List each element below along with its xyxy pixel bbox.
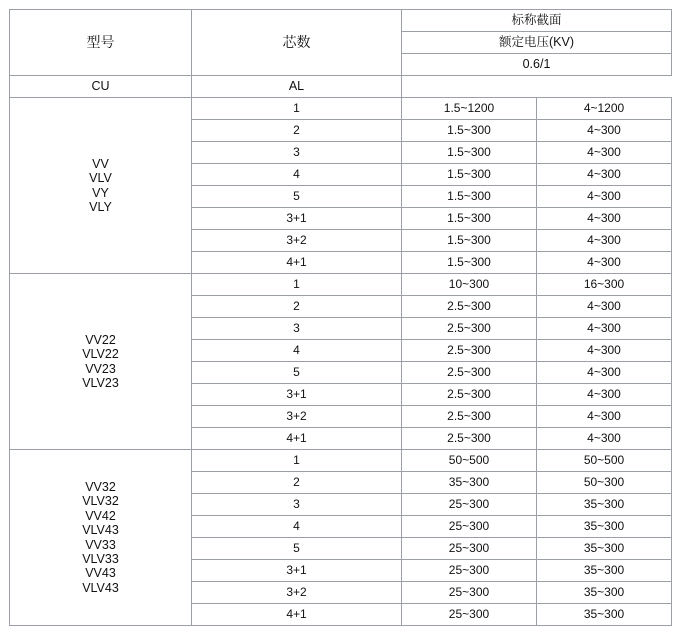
cell-cores: 5	[192, 362, 402, 384]
cell-cu: 1.5~300	[402, 164, 537, 186]
cell-cu: 1.5~300	[402, 120, 537, 142]
cell-cores: 4	[192, 164, 402, 186]
cell-cores: 3+1	[192, 384, 402, 406]
cell-cores: 3+2	[192, 230, 402, 252]
cell-cu: 1.5~300	[402, 208, 537, 230]
cell-al: 35~300	[537, 538, 672, 560]
model-name: VV23	[85, 361, 116, 376]
model-name: VLV43	[82, 580, 119, 595]
cell-cu: 2.5~300	[402, 384, 537, 406]
cell-cores: 3	[192, 318, 402, 340]
model-name: VV42	[85, 508, 116, 523]
table-row	[10, 450, 672, 472]
cell-al: 4~300	[537, 142, 672, 164]
cell-cores: 3+1	[192, 208, 402, 230]
cell-cu: 1.5~300	[402, 230, 537, 252]
cell-cu: 1.5~300	[402, 186, 537, 208]
cell-cu: 50~500	[402, 450, 537, 472]
header-cores: 芯数	[192, 10, 402, 76]
header-voltage-value: 0.6/1	[402, 54, 672, 76]
model-name: VLV33	[82, 551, 119, 566]
cell-cu: 1.5~300	[402, 142, 537, 164]
model-name: VV22	[85, 332, 116, 347]
cable-specification-page	[0, 9, 681, 621]
cell-al: 4~300	[537, 318, 672, 340]
cell-al: 4~300	[537, 164, 672, 186]
cell-cores: 4+1	[192, 604, 402, 626]
cell-cu: 25~300	[402, 494, 537, 516]
cell-al: 50~500	[537, 450, 672, 472]
header-section-title: 标称截面	[402, 10, 672, 32]
cell-al: 4~300	[537, 406, 672, 428]
header-row-4	[10, 76, 672, 98]
cell-cu: 2.5~300	[402, 318, 537, 340]
table-row	[10, 98, 672, 120]
cell-cores: 3+2	[192, 582, 402, 604]
cell-al: 35~300	[537, 604, 672, 626]
model-name: VLV32	[82, 494, 119, 509]
cell-cu: 2.5~300	[402, 362, 537, 384]
table-row	[10, 274, 672, 296]
cell-cu: 2.5~300	[402, 296, 537, 318]
model-name: VV33	[85, 537, 116, 552]
cell-cu: 25~300	[402, 538, 537, 560]
header-voltage-title: 额定电压(KV)	[402, 32, 672, 54]
model-name: VV32	[85, 480, 116, 494]
cell-cu: 2.5~300	[402, 428, 537, 450]
cell-cu: 2.5~300	[402, 340, 537, 362]
model-name: VLV43	[82, 523, 119, 538]
cell-cores: 2	[192, 120, 402, 142]
header-model: 型号	[10, 10, 192, 76]
cell-al: 4~300	[537, 340, 672, 362]
cell-al: 35~300	[537, 582, 672, 604]
cell-cores: 3+1	[192, 560, 402, 582]
cell-cores: 3+2	[192, 406, 402, 428]
header-al: AL	[192, 76, 402, 98]
model-group-cell	[10, 98, 192, 274]
cell-al: 35~300	[537, 516, 672, 538]
cable-specification-table	[9, 9, 672, 626]
cell-al: 4~300	[537, 120, 672, 142]
model-name: VLV	[89, 171, 112, 186]
cell-cores: 4+1	[192, 252, 402, 274]
model-name: VLV22	[82, 347, 119, 362]
cell-cores: 2	[192, 296, 402, 318]
model-name: VV43	[85, 566, 116, 581]
model-group-cell	[10, 274, 192, 450]
cell-al: 4~1200	[537, 98, 672, 120]
cell-al: 4~300	[537, 186, 672, 208]
model-group-cell	[10, 450, 192, 626]
cell-al: 4~300	[537, 208, 672, 230]
cell-cu: 25~300	[402, 560, 537, 582]
cell-al: 4~300	[537, 384, 672, 406]
cell-cores: 4	[192, 516, 402, 538]
model-name: VLY	[89, 199, 112, 214]
cell-al: 4~300	[537, 296, 672, 318]
cell-cores: 2	[192, 472, 402, 494]
cell-cores: 4	[192, 340, 402, 362]
cell-al: 16~300	[537, 274, 672, 296]
cell-al: 4~300	[537, 230, 672, 252]
header-cu: CU	[10, 76, 192, 98]
cell-al: 50~300	[537, 472, 672, 494]
cell-cores: 1	[192, 274, 402, 296]
cell-al: 35~300	[537, 494, 672, 516]
cell-al: 4~300	[537, 362, 672, 384]
cell-cores: 5	[192, 186, 402, 208]
model-name: VV	[92, 156, 109, 171]
cell-cores: 1	[192, 98, 402, 120]
cell-cores: 4+1	[192, 428, 402, 450]
model-name: VY	[92, 185, 109, 200]
cell-cu: 1.5~300	[402, 252, 537, 274]
cell-cores: 3	[192, 494, 402, 516]
cell-cu: 25~300	[402, 582, 537, 604]
cell-cu: 25~300	[402, 604, 537, 626]
cell-cu: 35~300	[402, 472, 537, 494]
cell-cores: 5	[192, 538, 402, 560]
cell-cores: 3	[192, 142, 402, 164]
cell-cu: 1.5~1200	[402, 98, 537, 120]
model-name: VLV23	[82, 375, 119, 390]
cell-cu: 25~300	[402, 516, 537, 538]
cell-al: 4~300	[537, 428, 672, 450]
cell-al: 4~300	[537, 252, 672, 274]
cell-cores: 1	[192, 450, 402, 472]
cell-al: 35~300	[537, 560, 672, 582]
header-row-1	[10, 10, 672, 32]
cell-cu: 2.5~300	[402, 406, 537, 428]
cell-cu: 10~300	[402, 274, 537, 296]
